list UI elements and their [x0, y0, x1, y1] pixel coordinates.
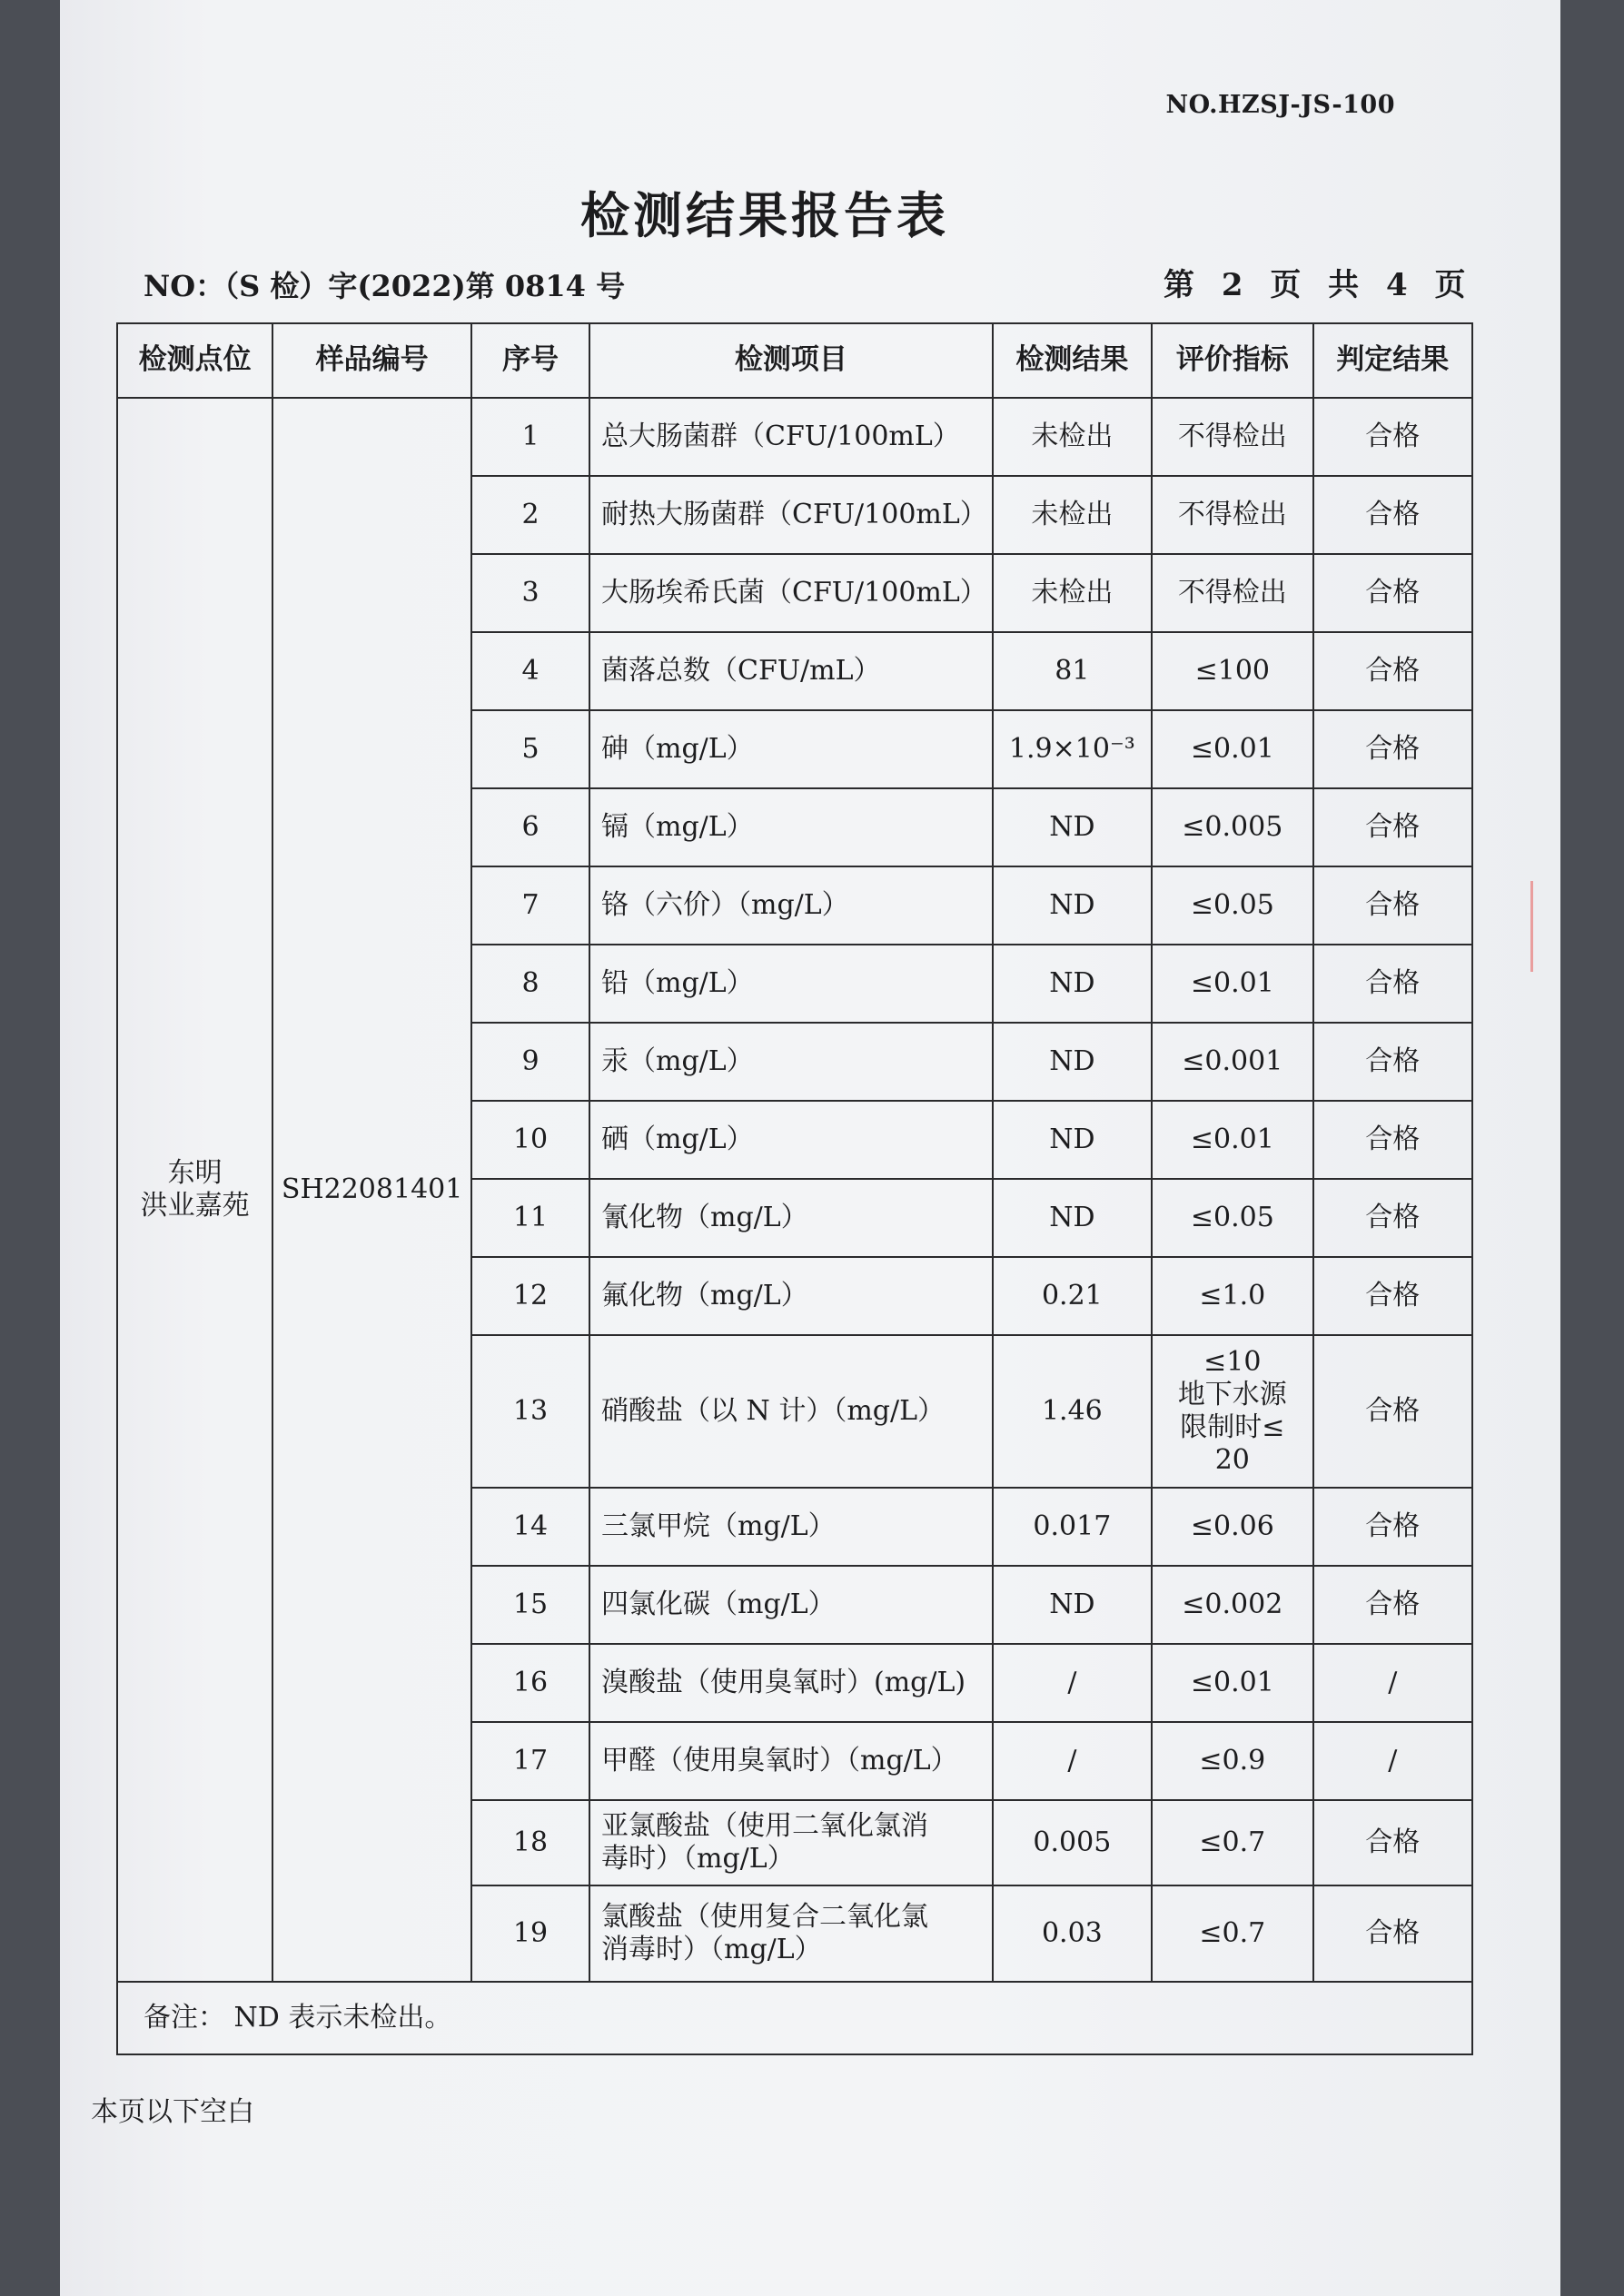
- verdict-cell: 合格: [1313, 710, 1472, 788]
- verdict-cell: 合格: [1313, 1257, 1472, 1335]
- page-indicator: 第 2 页 共 4 页: [1164, 267, 1466, 303]
- item-cell: 总大肠菌群（CFU/100mL）: [589, 398, 993, 476]
- document-code: NO.HZSJ-JS-100: [1165, 91, 1395, 119]
- item-cell: 硒（mg/L）: [589, 1101, 993, 1179]
- seq-cell: 5: [471, 710, 589, 788]
- result-cell: 未检出: [993, 554, 1152, 632]
- result-cell: 0.03: [993, 1885, 1152, 1982]
- limit-cell: 不得检出: [1152, 476, 1312, 554]
- item-cell: 氯酸盐（使用复合二氧化氯 消毒时）（mg/L）: [589, 1885, 993, 1982]
- seq-cell: 8: [471, 945, 589, 1023]
- seq-cell: 1: [471, 398, 589, 476]
- result-cell: ND: [993, 1101, 1152, 1179]
- seq-cell: 2: [471, 476, 589, 554]
- verdict-cell: /: [1313, 1644, 1472, 1722]
- item-cell: 亚氯酸盐（使用二氧化氯消 毒时）（mg/L）: [589, 1800, 993, 1885]
- table-row: [117, 398, 1472, 476]
- verdict-cell: 合格: [1313, 398, 1472, 476]
- limit-cell: ≤0.001: [1152, 1023, 1312, 1101]
- result-cell: 0.017: [993, 1488, 1152, 1566]
- item-cell: 镉（mg/L）: [589, 788, 993, 866]
- item-cell: 氰化物（mg/L）: [589, 1179, 993, 1257]
- verdict-cell: 合格: [1313, 1335, 1472, 1488]
- header-location: 检测点位: [117, 323, 272, 398]
- result-cell: 1.46: [993, 1335, 1152, 1488]
- verdict-cell: 合格: [1313, 1885, 1472, 1982]
- limit-cell: ≤100: [1152, 632, 1312, 710]
- item-cell: 四氯化碳（mg/L）: [589, 1566, 993, 1644]
- limit-cell: ≤0.7: [1152, 1885, 1312, 1982]
- seq-cell: 19: [471, 1885, 589, 1982]
- result-cell: 0.005: [993, 1800, 1152, 1885]
- verdict-cell: 合格: [1313, 945, 1472, 1023]
- result-cell: ND: [993, 788, 1152, 866]
- seq-cell: 16: [471, 1644, 589, 1722]
- header-seq: 序号: [471, 323, 589, 398]
- limit-cell: ≤0.01: [1152, 945, 1312, 1023]
- table-header-row: [117, 323, 1472, 398]
- remarks: 备注： ND 表示未检出。: [117, 1982, 1472, 2054]
- seq-cell: 13: [471, 1335, 589, 1488]
- result-cell: ND: [993, 945, 1152, 1023]
- verdict-cell: /: [1313, 1722, 1472, 1800]
- limit-cell: ≤10 地下水源 限制时≤ 20: [1152, 1335, 1312, 1488]
- item-cell: 硝酸盐（以 N 计）（mg/L）: [589, 1335, 993, 1488]
- verdict-cell: 合格: [1313, 1179, 1472, 1257]
- result-cell: 未检出: [993, 476, 1152, 554]
- limit-cell: ≤0.01: [1152, 1101, 1312, 1179]
- seq-cell: 14: [471, 1488, 589, 1566]
- header-sample-id: 样品编号: [272, 323, 471, 398]
- limit-cell: ≤0.05: [1152, 866, 1312, 945]
- limit-cell: ≤1.0: [1152, 1257, 1312, 1335]
- item-cell: 氟化物（mg/L）: [589, 1257, 993, 1335]
- sample-id: SH22081401: [272, 398, 471, 1982]
- limit-cell: ≤0.9: [1152, 1722, 1312, 1800]
- result-cell: ND: [993, 1179, 1152, 1257]
- item-cell: 砷（mg/L）: [589, 710, 993, 788]
- verdict-cell: 合格: [1313, 1800, 1472, 1885]
- test-location: 东明 洪业嘉苑: [117, 398, 272, 1982]
- item-cell: 溴酸盐（使用臭氧时）(mg/L): [589, 1644, 993, 1722]
- limit-cell: ≤0.002: [1152, 1566, 1312, 1644]
- report-page: [60, 0, 1560, 2296]
- seq-cell: 7: [471, 866, 589, 945]
- result-cell: 1.9×10⁻³: [993, 710, 1152, 788]
- verdict-cell: 合格: [1313, 1023, 1472, 1101]
- item-cell: 铬（六价）（mg/L）: [589, 866, 993, 945]
- results-table: [116, 322, 1473, 2055]
- seq-cell: 3: [471, 554, 589, 632]
- seq-cell: 6: [471, 788, 589, 866]
- result-cell: ND: [993, 1023, 1152, 1101]
- result-cell: /: [993, 1644, 1152, 1722]
- verdict-cell: 合格: [1313, 554, 1472, 632]
- header-limit: 评价指标: [1152, 323, 1312, 398]
- red-seal-fragment: [1530, 881, 1560, 972]
- header-item: 检测项目: [589, 323, 993, 398]
- result-cell: 81: [993, 632, 1152, 710]
- result-cell: 0.21: [993, 1257, 1152, 1335]
- limit-cell: ≤0.05: [1152, 1179, 1312, 1257]
- limit-cell: ≤0.7: [1152, 1800, 1312, 1885]
- verdict-cell: 合格: [1313, 866, 1472, 945]
- seq-cell: 15: [471, 1566, 589, 1644]
- verdict-cell: 合格: [1313, 1101, 1472, 1179]
- item-cell: 耐热大肠菌群（CFU/100mL）: [589, 476, 993, 554]
- seq-cell: 4: [471, 632, 589, 710]
- result-cell: 未检出: [993, 398, 1152, 476]
- item-cell: 铅（mg/L）: [589, 945, 993, 1023]
- limit-cell: ≤0.01: [1152, 710, 1312, 788]
- item-cell: 三氯甲烷（mg/L）: [589, 1488, 993, 1566]
- page-title: 检测结果报告表: [580, 186, 949, 244]
- limit-cell: ≤0.01: [1152, 1644, 1312, 1722]
- report-number: NO：（S 检）字(2022)第 0814 号: [144, 269, 626, 303]
- limit-cell: 不得检出: [1152, 554, 1312, 632]
- verdict-cell: 合格: [1313, 1488, 1472, 1566]
- blank-below-note: 本页以下空白: [91, 2096, 254, 2128]
- verdict-cell: 合格: [1313, 632, 1472, 710]
- result-cell: /: [993, 1722, 1152, 1800]
- result-cell: ND: [993, 866, 1152, 945]
- seq-cell: 18: [471, 1800, 589, 1885]
- item-cell: 大肠埃希氏菌（CFU/100mL）: [589, 554, 993, 632]
- verdict-cell: 合格: [1313, 788, 1472, 866]
- red-seal-fragment: [1533, 1099, 1560, 1208]
- limit-cell: 不得检出: [1152, 398, 1312, 476]
- item-cell: 汞（mg/L）: [589, 1023, 993, 1101]
- item-cell: 甲醛（使用臭氧时）（mg/L）: [589, 1722, 993, 1800]
- remarks-row: [117, 1982, 1472, 2054]
- seq-cell: 17: [471, 1722, 589, 1800]
- header-result: 检测结果: [993, 323, 1152, 398]
- limit-cell: ≤0.06: [1152, 1488, 1312, 1566]
- header-verdict: 判定结果: [1313, 323, 1472, 398]
- seq-cell: 9: [471, 1023, 589, 1101]
- verdict-cell: 合格: [1313, 1566, 1472, 1644]
- verdict-cell: 合格: [1313, 476, 1472, 554]
- seq-cell: 12: [471, 1257, 589, 1335]
- item-cell: 菌落总数（CFU/mL）: [589, 632, 993, 710]
- seq-cell: 10: [471, 1101, 589, 1179]
- result-cell: ND: [993, 1566, 1152, 1644]
- seq-cell: 11: [471, 1179, 589, 1257]
- limit-cell: ≤0.005: [1152, 788, 1312, 866]
